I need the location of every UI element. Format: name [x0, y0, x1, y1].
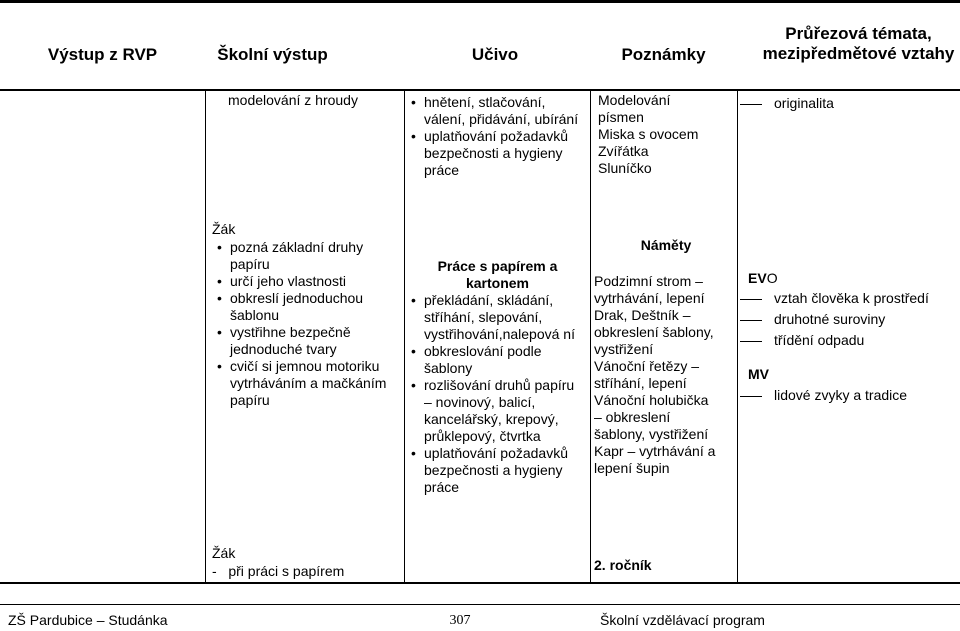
list-item: vztah člověka k prostředí [740, 290, 955, 307]
outcome-top-line: modelování z hroudy [228, 92, 358, 108]
list-item: • uplatňování požadavků bezpečnosti a hygieny práce [410, 445, 585, 496]
footer-school: ZŠ Pardubice – Studánka [8, 612, 168, 628]
curriculum-list-2 [410, 292, 585, 496]
note-line: Zvířátka [598, 143, 649, 159]
list-item: • uplatňování požadavků bezpečnosti a hygieny práce [410, 128, 585, 179]
header-divider [0, 89, 960, 91]
outcome-last-line: - při práci s papírem [212, 563, 345, 579]
note-line: Modelování [598, 92, 671, 108]
header-col-rvp: Výstup z RVP [47, 45, 158, 64]
note-line: Vánoční holubička [594, 392, 709, 408]
note-line: Drak, Deštník – [594, 307, 691, 323]
pupil-label: Žák [212, 221, 236, 237]
note-line: šablony, vystřižení [594, 426, 709, 442]
note-line: písmen [598, 109, 644, 125]
footer-page-number: 307 [449, 613, 471, 628]
note-line: Sluníčko [598, 160, 652, 176]
note-line: vystřižení [594, 341, 654, 357]
table-border-bottom [0, 582, 960, 584]
curriculum-heading: Práce s papírem a kartonem [437, 258, 558, 291]
list-item: • obkreslí jednoduchou šablonu [216, 290, 396, 324]
list-item: třídění odpadu [740, 332, 955, 349]
footer-divider [0, 604, 960, 605]
note-line: Podzimní strom – [594, 273, 703, 289]
col-divider-2 [404, 89, 405, 583]
note-line: obkreslení šablony, [594, 324, 714, 340]
mv-list [740, 387, 955, 404]
list-item: • pozná základní druhy papíru [216, 239, 396, 273]
pupil-label-2: Žák [212, 545, 236, 561]
list-item: lidové zvyky a tradice [740, 387, 955, 404]
list-item: druhotné suroviny [740, 311, 955, 328]
evo-label-bold: EV [748, 270, 767, 286]
header-col-school-outcome: Školní výstup [217, 45, 328, 64]
notes-grade: 2. ročník [594, 557, 652, 573]
list-item: • cvičí si jemnou motoriku vytrháváním a mačkáním papíru [216, 358, 396, 409]
list-item: • vystřihne bezpečně jednoduché tvary [216, 324, 396, 358]
table-border-top [0, 0, 960, 3]
evo-label-rest: O [766, 270, 778, 286]
evo-list [740, 290, 955, 349]
mv-label: MV [748, 366, 769, 382]
header-col-curriculum: Učivo [471, 45, 519, 64]
cross-topic-item: originalita [740, 95, 960, 112]
note-line: – obkreslení [594, 409, 671, 425]
curriculum-list-1 [410, 94, 585, 179]
notes-ideas-heading: Náměty [640, 237, 692, 253]
list-item: • překládání, skládání, stříhání, slepování, vystřihování,nalepová ní [410, 292, 585, 343]
header-col-cross-topics: Průřezová témata, mezipředmětové vztahy [762, 24, 955, 63]
col-divider-4 [737, 89, 738, 583]
note-line: Vánoční řetězy – [594, 358, 700, 374]
outcome-list [216, 239, 396, 409]
footer-program: Školní vzdělávací program [600, 612, 765, 628]
notes-ideas [594, 273, 734, 477]
list-item: • hnětení, stlačování, válení, přidávání, ubírání [410, 94, 585, 128]
col-divider-3 [590, 89, 591, 583]
note-line: vytrhávání, lepení [594, 290, 705, 306]
note-line: lepení šupin [594, 460, 670, 476]
list-item: • obkreslování podle šablony [410, 343, 585, 377]
col-divider-1 [205, 89, 206, 583]
list-item: • rozlišování druhů papíru – novinový, balicí, kancelářský, krepový, průklepový, čtvrtka [410, 377, 585, 445]
note-line: stříhání, lepení [594, 375, 687, 391]
list-item: • určí jeho vlastnosti [216, 273, 396, 290]
header-col-notes: Poznámky [621, 45, 706, 64]
note-line: Miska s ovocem [598, 126, 699, 142]
note-line: Kapr – vytrhávání a [594, 443, 716, 459]
evo-label [748, 270, 778, 287]
notes-top [598, 92, 734, 177]
